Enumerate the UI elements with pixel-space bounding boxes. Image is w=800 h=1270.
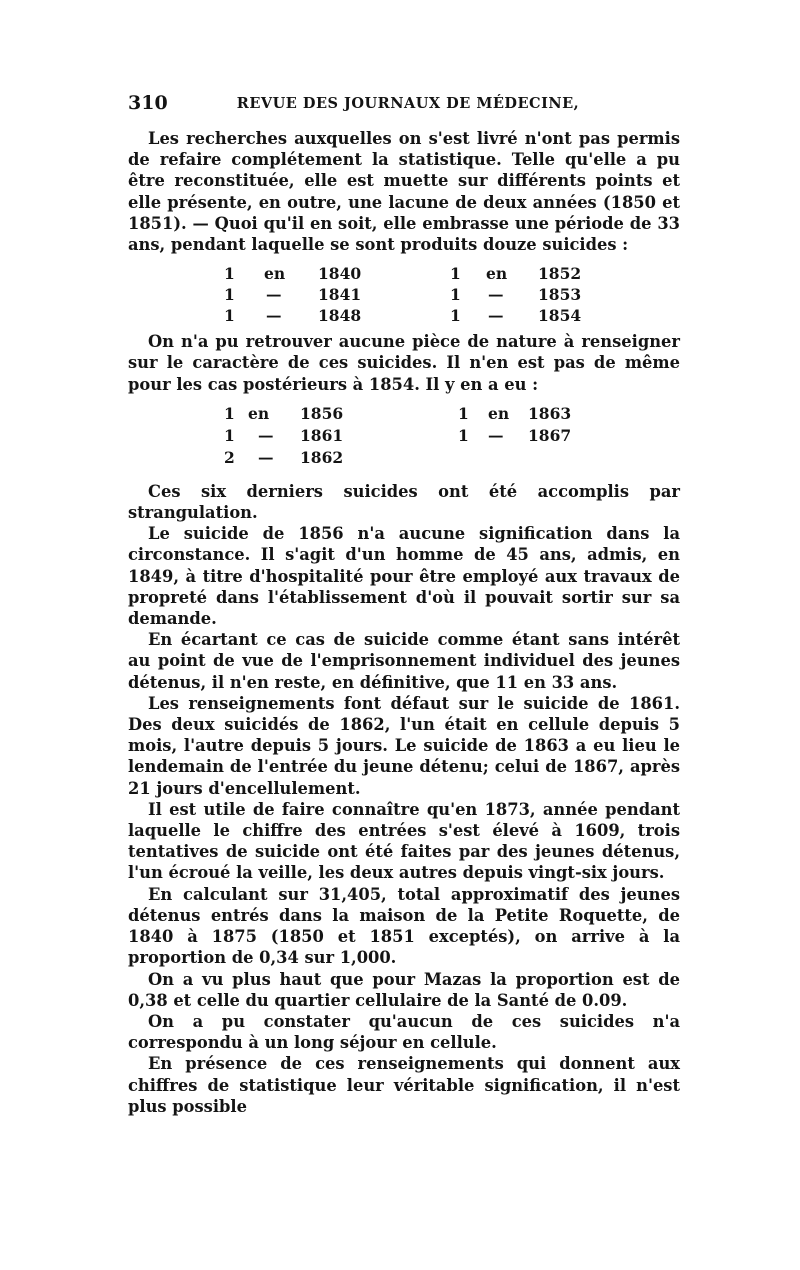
separator: en (264, 264, 286, 284)
page-number: 310 (128, 92, 168, 114)
paragraph: Il est utile de faire connaître qu'en 1873, année pendant laquelle le chiffre des entrées s'est élevé à 1609, trois tentatives de suicide ont été faites par des jeunes détenus, l'un écroué la veille, les deux autres depuis vingt-six jours. (128, 799, 680, 883)
count: 1 (224, 285, 235, 305)
year: 1852 (538, 264, 582, 284)
paragraph: On a vu plus haut que pour Mazas la proportion est de 0,38 et celle du quartier cellulaire de la Santé de 0.09. (128, 969, 680, 1010)
suicide-table-1 (128, 263, 680, 327)
separator: — (266, 285, 282, 305)
year: 1840 (318, 264, 362, 284)
separator: — (488, 306, 504, 326)
year: 1853 (538, 285, 582, 305)
year: 1854 (538, 306, 582, 326)
year: 1848 (318, 306, 362, 326)
separator: — (258, 447, 274, 467)
paragraph: On n'a pu retrouver aucune pièce de nature à renseigner sur le caractère de ces suicides. Il n'en est pas de même pour les cas postérieurs à 1854. Il y en a eu : (128, 332, 680, 394)
count: 1 (224, 425, 235, 445)
separator: en (248, 403, 270, 423)
year: 1856 (300, 403, 344, 423)
separator: en (488, 403, 510, 423)
paragraph: En calculant sur 31,405, total approximatif des jeunes détenus entrés dans la maison de la Petite Roquette, de 1840 à 1875 (1850 et 1851 exceptés), on arrive à la proportion de 0,34 sur 1,000. (128, 884, 680, 968)
paragraph: Les renseignements font défaut sur le suicide de 1861. Des deux suicidés de 1862, l'un était en cellule depuis 5 mois, l'autre depuis 5 jours. Le suicide de 1863 a eu lieu le lendemain de l'entrée du jeune détenu; celui de 1867, après 21 jours d'encellulement. (128, 693, 680, 798)
paragraph: Le suicide de 1856 n'a aucune signification dans la circonstance. Il s'agit d'un homme de 45 ans, admis, en 1849, à titre d'hospitalité pour être employé aux travaux de propreté dans l'établissement d'où il pouvait sortir sur sa demande. (128, 524, 680, 629)
year: 1861 (300, 425, 344, 445)
separator: — (488, 285, 504, 305)
paragraph: En écartant ce cas de suicide comme étant sans intérêt au point de vue de l'emprisonnement individuel des jeunes détenus, il n'en reste, en définitive, que 11 en 33 ans. (128, 630, 680, 692)
paragraph: Les recherches auxquelles on s'est livré n'ont pas permis de refaire complétement la statistique. Telle qu'elle a pu être reconstituée, elle est muette sur différents points et elle présente, en outre, une lacune de deux années (1850 et 1851). — Quoi qu'il en soit, elle embrasse une période de 33 ans, pendant laquelle se sont produits douze suicides : (128, 129, 680, 255)
page-header (128, 92, 688, 122)
count: 1 (224, 403, 235, 423)
separator: — (266, 306, 282, 326)
year: 1867 (528, 425, 572, 445)
count: 1 (450, 285, 461, 305)
count: 1 (458, 403, 469, 423)
count: 2 (224, 447, 235, 467)
year: 1862 (300, 447, 344, 467)
paragraph: On a pu constater qu'aucun de ces suicides n'a correspondu à un long séjour en cellule. (128, 1011, 680, 1053)
count: 1 (450, 306, 461, 326)
count: 1 (224, 264, 235, 284)
body-text (128, 128, 680, 1117)
running-head: REVUE DES JOURNAUX DE MÉDECINE, (236, 95, 580, 112)
year: 1863 (528, 403, 572, 423)
separator: — (488, 425, 504, 445)
suicide-table-2 (128, 403, 680, 477)
count: 1 (224, 306, 235, 326)
paragraph: En présence de ces renseignements qui donnent aux chiffres de statistique leur véritable signification, il n'est plus possible (128, 1054, 680, 1116)
separator: — (258, 425, 274, 445)
paragraph: Ces six derniers suicides ont été accomplis par strangulation. (128, 481, 680, 523)
year: 1841 (318, 285, 362, 305)
count: 1 (458, 425, 469, 445)
count: 1 (450, 264, 461, 284)
separator: en (486, 264, 508, 284)
